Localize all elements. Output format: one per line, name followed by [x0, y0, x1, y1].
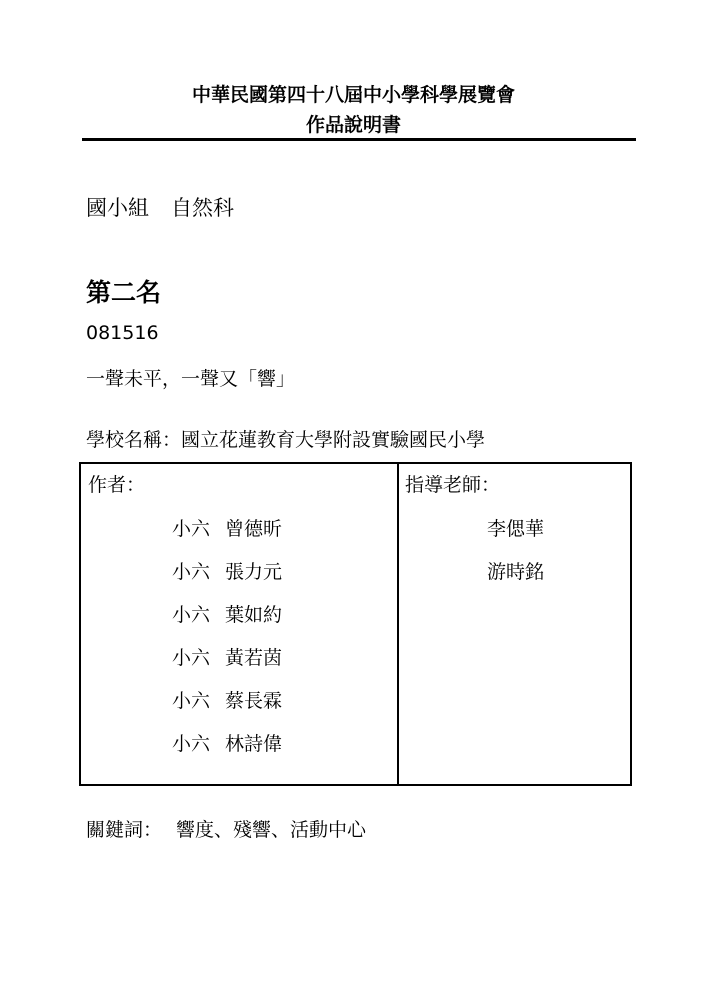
author-grade: 小六 [172, 733, 211, 755]
author-row [172, 559, 282, 585]
author-row [172, 731, 282, 757]
advisors-heading: 指導老師： [405, 474, 501, 496]
author-grade: 小六 [172, 604, 211, 626]
advisor-name: 游時銘 [487, 561, 545, 583]
category-subject: 自然科 [171, 196, 234, 220]
category-group: 國小組 [86, 196, 149, 220]
author-row [172, 645, 282, 671]
author-grade: 小六 [172, 518, 211, 540]
author-name: 張力元 [225, 561, 283, 583]
award-rank: 第二名 [86, 278, 162, 307]
header-title-line1: 中華民國第四十八屆中小學科學展覽會 [191, 84, 515, 106]
header-divider [82, 138, 636, 141]
author-grade: 小六 [172, 647, 211, 669]
advisor-name: 李偲華 [487, 518, 545, 540]
author-name: 曾德昕 [225, 518, 283, 540]
authors-heading: 作者： [88, 474, 146, 496]
work-title: 一聲未平，一聲又「響」 [86, 368, 296, 390]
header-title-line2: 作品說明書 [305, 114, 401, 136]
people-table [79, 462, 632, 786]
entry-code: 081516 [86, 322, 159, 344]
author-name: 葉如約 [225, 604, 283, 626]
author-name: 黃若茵 [225, 647, 283, 669]
author-grade: 小六 [172, 690, 211, 712]
table-divider [397, 464, 399, 784]
category-line [86, 194, 234, 222]
keywords-line [86, 817, 366, 843]
keywords-value: 響度、殘響、活動中心 [176, 819, 367, 841]
author-row [172, 602, 282, 628]
author-grade: 小六 [172, 561, 211, 583]
author-name: 林詩偉 [225, 733, 283, 755]
school-name: 學校名稱：國立花蓮教育大學附設實驗國民小學 [86, 429, 486, 451]
author-row [172, 688, 282, 714]
keywords-label: 關鍵詞： [86, 819, 163, 841]
author-name: 蔡長霖 [225, 690, 283, 712]
author-row [172, 516, 282, 542]
